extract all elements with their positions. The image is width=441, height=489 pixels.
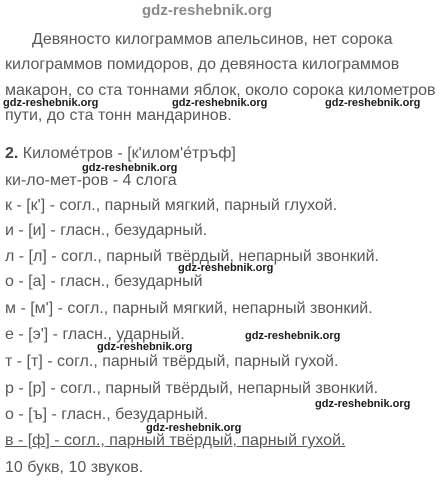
watermark-label: gdz-reshebnik.org [97, 341, 193, 353]
watermark-label: gdz-reshebnik.org [82, 162, 178, 174]
letter-line-5: м - [м'] - согл., парный мягкий, непарный звонкий. [5, 300, 373, 317]
paragraph-line-1: Девяносто килограммов апельсинов, нет сорока [32, 31, 393, 48]
letter-line-6: е - [э'] - гласн., ударный. [5, 326, 185, 343]
letter-line-4: о - [а] - гласн., безударный [5, 273, 203, 290]
letter-line-8: р - [р] - согл., парный твёрдый, непарный звонкий. [5, 380, 379, 397]
paragraph-line-2: килограммов помидоров, до девяноста килограммов [5, 56, 400, 73]
watermark-label: gdz-reshebnik.org [245, 330, 341, 342]
letter-line-10: в - [ф] - согл., парный твёрдый, парный гухой. [5, 432, 346, 449]
task-heading-text: Киломе́тров - [к'илом'е́тръф] [18, 145, 236, 162]
letter-line-9: о - [ъ] - гласн., безударный. [5, 406, 209, 423]
watermark-label: gdz-reshebnik.org [178, 262, 274, 274]
watermark-header: gdz-reshebnik.org [142, 2, 273, 19]
watermark-label: gdz-reshebnik.org [325, 97, 421, 109]
watermark-label: gdz-reshebnik.org [172, 97, 268, 109]
watermark-label: gdz-reshebnik.org [146, 422, 242, 434]
summary-line: 10 букв, 10 звуков. [5, 459, 144, 476]
letter-line-3: л - [л] - согл., парный твёрдый, непарный звонкий. [5, 248, 379, 265]
watermark-label: gdz-reshebnik.org [315, 398, 411, 410]
letter-line-7: т - [т] - согл., парный твёрдый, парный гухой. [5, 353, 339, 370]
task-2-heading [5, 145, 236, 163]
syllables-line: ки-ло-мет-ров - 4 слога [5, 172, 177, 189]
paragraph-line-4: пути, до ста тонн мандаринов. [5, 107, 232, 124]
paragraph-line-3: макарон, со ста тоннами яблок, около сорока километров [5, 82, 436, 99]
letter-line-2: и - [и] - гласн., безударный. [5, 222, 208, 239]
task-number: 2. [5, 145, 19, 162]
letter-line-1: к - [к'] - согл., парный мягкий, парный глухой. [5, 197, 338, 214]
watermark-label: gdz-reshebnik.org [3, 97, 99, 109]
